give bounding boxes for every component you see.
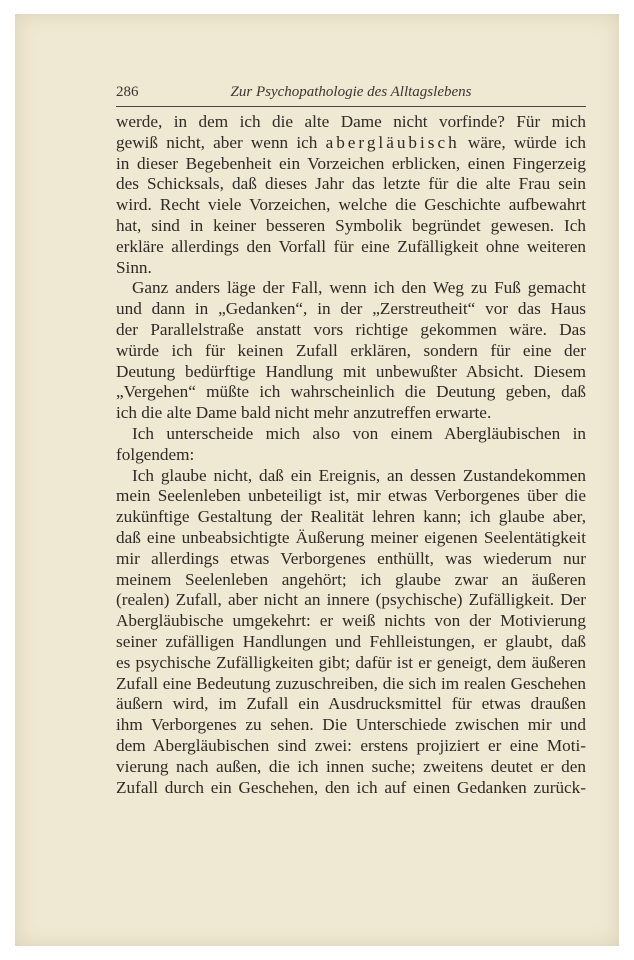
text-line: des Schicksals, daß dieses Jahr das letzte für die alte Frau sein <box>116 174 586 194</box>
running-header <box>116 84 586 104</box>
page-number: 286 <box>116 84 139 100</box>
text-line: Ich glaube nicht, daß ein Ereignis, an dessen Zustandekommen <box>132 465 586 485</box>
text-line: ihm Verborgenes zu sehen. Die Unterschiede zwischen mir und <box>116 715 586 735</box>
text-line: der Parallelstraße anstatt vors richtige gekommen wäre. Das <box>116 319 586 339</box>
text-line: seiner zufälligen Handlungen und Fehlleistungen, er glaubt, daß <box>116 631 586 651</box>
text-segment: wäre, würde ich <box>467 132 586 152</box>
text-line: folgendem: <box>116 444 195 464</box>
text-line: Ich unterscheide mich also von einem Abergläubischen in <box>132 423 586 443</box>
text-line: mein Seelenleben unbeteiligt ist, mir etwas Verborgenes über die <box>116 486 586 506</box>
text-line: mir allerdings etwas Verborgenes enthüllt, was wiederum nur <box>116 548 586 568</box>
text-line: Ganz anders läge der Fall, wenn ich den Weg zu Fuß gemacht <box>132 278 586 298</box>
running-title: Zur Psychopathologie des Alltagslebens <box>230 84 472 100</box>
text-line: erkläre allerdings den Vorfall für eine Zufälligkeit ohne weiteren <box>116 236 586 256</box>
text-line: Zufall eine Bedeutung zuzuschreiben, die sich im realen Geschehen <box>116 673 586 693</box>
text-line: wird. Recht viele Vorzeichen, welche die Geschichte aufbewahrt <box>116 195 586 215</box>
text-segment: gewiß nicht, aber wenn ich <box>116 132 318 152</box>
text-line: und dann in „Gedanken“, in der „Zerstreutheit“ vor das Haus <box>116 299 586 319</box>
text-line: daß eine unbeabsichtigte Äußerung meiner eigenen Seelentätigkeit <box>116 527 586 547</box>
text-line: Sinn. <box>116 257 152 277</box>
text-line: Deutung bedürftige Handlung mit unbewußter Absicht. Diesem <box>116 361 586 381</box>
text-line <box>116 133 586 154</box>
text-line: ich die alte Dame bald nicht mehr anzutreffen erwarte. <box>116 403 492 423</box>
text-line: meinem Seelenleben angehört; ich glaube zwar an äußeren <box>116 569 586 589</box>
text-line: „Vergehen“ müßte ich wahrscheinlich die Deutung geben, daß <box>116 382 586 402</box>
text-line: dem Abergläubischen sind zwei: erstens projiziert er eine Moti- <box>116 735 586 755</box>
text-line: Abergläubische umgekehrt: er weiß nichts von der Motivierung <box>116 611 586 631</box>
text-line: vierung nach außen, die ich innen suche; zweitens deutet er den <box>116 756 586 776</box>
text-line: (realen) Zufall, aber nicht an innere (psychische) Zufälligkeit. Der <box>116 590 586 610</box>
text-line: würde ich für keinen Zufall erklären, sondern für eine der <box>116 340 586 360</box>
text-line: es psychische Zufälligkeiten gibt; dafür ist er geneigt, dem äußeren <box>116 652 586 672</box>
text-line: äußern wird, im Zufall ein Ausdrucksmittel für etwas draußen <box>116 694 586 714</box>
text-line: Zufall durch ein Geschehen, den ich auf einen Gedanken zurück- <box>116 777 586 797</box>
page-body-text <box>116 112 586 798</box>
header-rule <box>116 106 586 107</box>
emphasized-word: abergläubisch <box>325 132 460 152</box>
text-line: in dieser Begebenheit ein Vorzeichen erblicken, einen Fingerzeig <box>116 153 586 173</box>
text-line: hat, sind in keiner besseren Symbolik begründet gewesen. Ich <box>116 215 586 235</box>
text-line: zukünftige Gestaltung der Realität lehren kann; ich glaube aber, <box>116 507 586 527</box>
text-line: werde, in dem ich die alte Dame nicht vorfinde? Für mich <box>116 112 586 131</box>
